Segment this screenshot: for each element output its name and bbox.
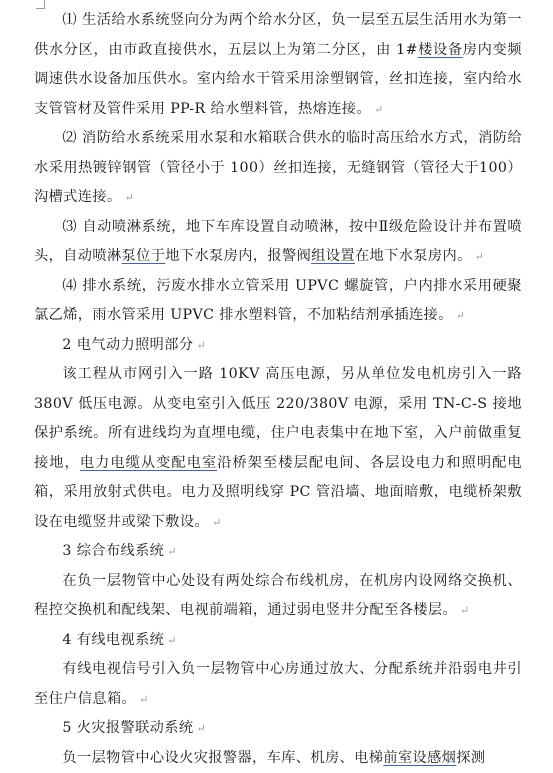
section-heading-cable-tv: 4 有线电视系统 ↵ (34, 626, 522, 656)
spellcheck-underline: 楼设备 (418, 42, 463, 58)
paragraph-water-supply: ⑴ 生活给水系统竖向分为两个给水分区，负一层至五层生活用水为第一供水分区，由市政直接供水，五层以上为第二分区，由 1#楼设备房内变频调速供水设备加压供水。室内给水干管采用涂塑钢管，丝扣连接，室内给水支管管材及管件采用 PP-R 给水塑料管，热熔连接。 ↵ (34, 6, 522, 124)
paragraph-electrical: 该工程从市网引入一路 10KV 高压电源，另从单位发电机房引入一路380V 低压电源。从变电室引入低压 220/380V 电源，采用 TN-C-S 接地保护系统。所有进线均为直埋电缆，住户电表集中在地下室，入户前做重复接地，电力电缆从变配电室沿桥架至楼层配电间、各层设电力和照明配电箱，采用放射式供电。电力及照明线穿 PC 管沿墙、地面暗敷，电缆桥架敷设在电缆竖井或梁下敷设。 ↵ (34, 360, 522, 537)
spellcheck-underline: 泵位于 (122, 248, 166, 264)
paragraph-mark-icon: ↵ (374, 103, 384, 116)
paragraph-mark-icon: ↵ (475, 250, 485, 263)
paragraph-mark-icon: ↵ (196, 339, 206, 352)
section-heading-fire-alarm: 5 火灾报警联动系统 ↵ (34, 714, 522, 744)
document-body (34, 6, 522, 773)
spellcheck-underline: 电力电缆从变配电室 (80, 455, 217, 471)
paragraph-fire-alarm: 负一层物管中心设火灾报警器，车库、机房、电梯前室设感烟探测 (34, 744, 522, 773)
paragraph-mark-icon: ↵ (460, 604, 470, 617)
spellcheck-underline: 组设置 (311, 248, 355, 264)
paragraph-mark-icon: ↵ (167, 545, 177, 558)
paragraph-cable-tv: 有线电视信号引入负一层物管中心房通过放大、分配系统并沿弱电井引至住户信息箱。 ↵ (34, 655, 522, 714)
section-heading-electrical: 2 电气动力照明部分 ↵ (34, 331, 522, 361)
paragraph-sprinkler: ⑶ 自动喷淋系统，地下车库设置自动喷淋，按中Ⅱ级危险设计并布置喷头，自动喷淋泵位于地下水泵房内，报警阀组设置在地下水泵房内。 ↵ (34, 213, 522, 272)
paragraph-mark-icon: ↵ (456, 309, 466, 322)
paragraph-mark-icon: ↵ (212, 516, 222, 529)
paragraph-mark-icon: ↵ (125, 191, 135, 204)
paragraph-cabling: 在负一层物管中心处设有两处综合布线机房，在机房内设网络交换机、程控交换机和配线架、电视前端箱，通过弱电竖井分配至各楼层。 ↵ (34, 567, 522, 626)
paragraph-mark-icon: ↵ (167, 634, 177, 647)
paragraph-mark-icon: ↵ (139, 693, 149, 706)
paragraph-fire-water: ⑵ 消防给水系统采用水泵和水箱联合供水的临时高压给水方式，消防给水采用热镀锌钢管（管径小于 100）丝扣连接，无缝钢管（管径大于100）沟槽式连接。 ↵ (34, 124, 522, 213)
spellcheck-underline: 前室设感烟 (383, 750, 456, 766)
section-heading-cabling: 3 综合布线系统 ↵ (34, 537, 522, 567)
paragraph-drainage: ⑷ 排水系统，污废水排水立管采用 UPVC 螺旋管，户内排水采用硬聚氯乙烯，雨水管采用 UPVC 排水塑料管，不加粘结剂承插连接。 ↵ (34, 272, 522, 331)
paragraph-mark-icon: ↵ (196, 722, 206, 735)
